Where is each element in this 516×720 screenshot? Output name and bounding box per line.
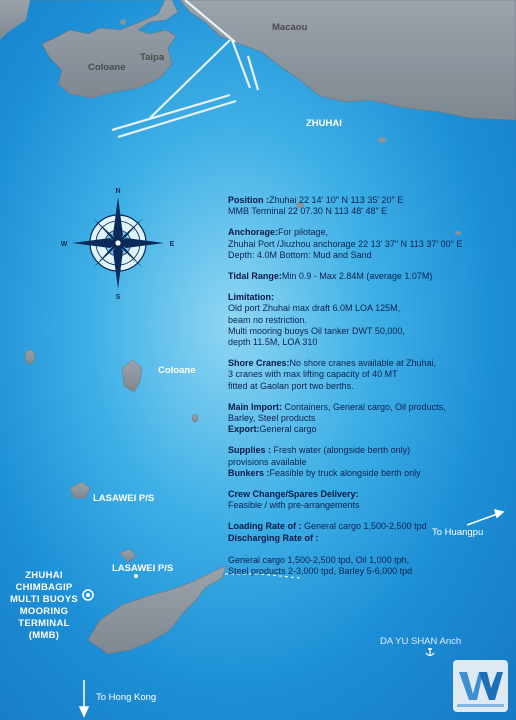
discharging-label: Discharging Rate of : — [228, 532, 319, 543]
port-info-panel — [228, 195, 513, 587]
discharging-line: Steel products 2-3,000 tpd, Barley 5-6,000 tpd — [228, 566, 413, 577]
compass-e-label: E — [169, 241, 175, 248]
loading-label: Loading Rate of : — [228, 521, 302, 532]
discharging-line: General cargo 1,500-2,500 tpd, Oil 1,000 tph, — [228, 555, 410, 566]
position-value: Zhuhai 22 14' 10" N 113 35' 20" E — [269, 195, 404, 205]
position-label: Position : — [228, 195, 269, 205]
left-shore — [0, 0, 30, 40]
supplies-block — [228, 445, 513, 479]
cranes-block — [228, 358, 513, 392]
import-line2: Barley, Steel products — [228, 413, 316, 424]
anchor-icon — [426, 648, 434, 656]
import-label: Main Import: — [228, 401, 282, 412]
coloane-islands — [25, 350, 198, 562]
mmb-buoy-icon — [83, 590, 93, 600]
company-logo — [453, 660, 508, 712]
mmb-line: (MMB) — [28, 630, 60, 641]
tidal-block — [228, 271, 513, 282]
compass-n-label: N — [115, 188, 121, 195]
label-taipa: Taipa — [140, 52, 165, 63]
lasawei-island — [88, 566, 226, 654]
label-macaou: Macaou — [272, 22, 308, 33]
label-to-huangpu: To Huangpu — [432, 527, 484, 538]
lasawei-point-icon — [134, 574, 138, 578]
label-coloane-top: Coloane — [88, 62, 126, 73]
anchorage-line2: Zhuhai Port /Jiuzhou anchorage 22 13' 37" N 113 37' 00" E — [228, 238, 463, 249]
import-value: Containers, General cargo, Oil products, — [282, 401, 446, 412]
mmb-line: MULTI BUOYS — [9, 594, 79, 605]
export-label: Export: — [228, 424, 260, 435]
bunkers-label: Bunkers : — [228, 467, 270, 478]
loading-value: General cargo 1,500-2,500 tpd — [301, 521, 427, 532]
label-zhuhai: ZHUHAI — [306, 118, 342, 129]
anchorage-line3: Depth: 4.0M Bottom: Mud and Sand — [228, 249, 372, 260]
label-to-hong-kong: To Hong Kong — [96, 692, 157, 703]
cranes-line: fitted at Gaolan port two berths. — [228, 380, 354, 391]
crew-line2: Feasible / with pre-arrangements — [228, 500, 360, 511]
cranes-value: No shore cranes available at Zhuhai, — [289, 358, 437, 369]
compass-w-label: W — [60, 241, 68, 248]
cranes-line: 3 cranes with max lifting capacity of 40 MT — [228, 369, 398, 380]
crew-label: Crew Change/Spares Delivery: — [228, 489, 359, 500]
export-value: General cargo — [259, 424, 317, 435]
tidal-label: Tidal Range: — [228, 271, 282, 282]
supplies-label: Supplies : — [228, 445, 272, 456]
limitation-line: beam no restriction. — [228, 314, 308, 325]
supplies-line2: provisions available — [228, 456, 307, 467]
crew-block — [228, 489, 513, 511]
mmb-line: CHIMBAGIP — [15, 582, 73, 593]
label-dayushan: DA YU SHAN Anch — [380, 636, 462, 647]
mmb-line: TERMINAL — [18, 618, 70, 629]
limitation-line: Old port Zhuhai max draft 6.0M LOA 125M, — [228, 303, 401, 314]
limitation-line: depth 11.5M, LOA 310 — [228, 337, 318, 348]
label-lasawei-1: LASAWEI P/S — [93, 493, 155, 504]
limitation-block — [228, 292, 513, 348]
tidal-value: Min 0.9 - Max 2.84M (average 1.07M) — [281, 271, 433, 282]
anchorage-value: For pilotage, — [278, 227, 329, 238]
label-lasawei-2: LASAWEI P/S — [112, 563, 174, 574]
position-line2: MMB Terminal 22 07.30 N 113 48' 48" E — [228, 206, 388, 217]
mmb-terminal-label — [5, 570, 83, 642]
anchorage-block — [228, 227, 513, 261]
compass-s-label: S — [115, 294, 121, 301]
supplies-value: Fresh water (alongside berth only) — [271, 445, 411, 456]
limitation-label: Limitation: — [228, 292, 274, 303]
position-block — [228, 195, 513, 217]
bunkers-value: Feasible by truck alongside berth only — [269, 467, 421, 478]
logo-icon — [453, 660, 508, 712]
cranes-label: Shore Cranes: — [228, 358, 290, 369]
compass-rose-icon — [61, 188, 175, 301]
rates-block — [228, 521, 513, 577]
mmb-line: ZHUHAI — [25, 570, 63, 581]
import-export-block — [228, 402, 513, 436]
label-coloane-mid: Coloane — [158, 365, 196, 376]
anchorage-label: Anchorage: — [228, 227, 279, 238]
mmb-line: MOORING — [19, 606, 69, 617]
limitation-line: Multi mooring buoys Oil tanker DWT 50,000, — [228, 325, 405, 336]
